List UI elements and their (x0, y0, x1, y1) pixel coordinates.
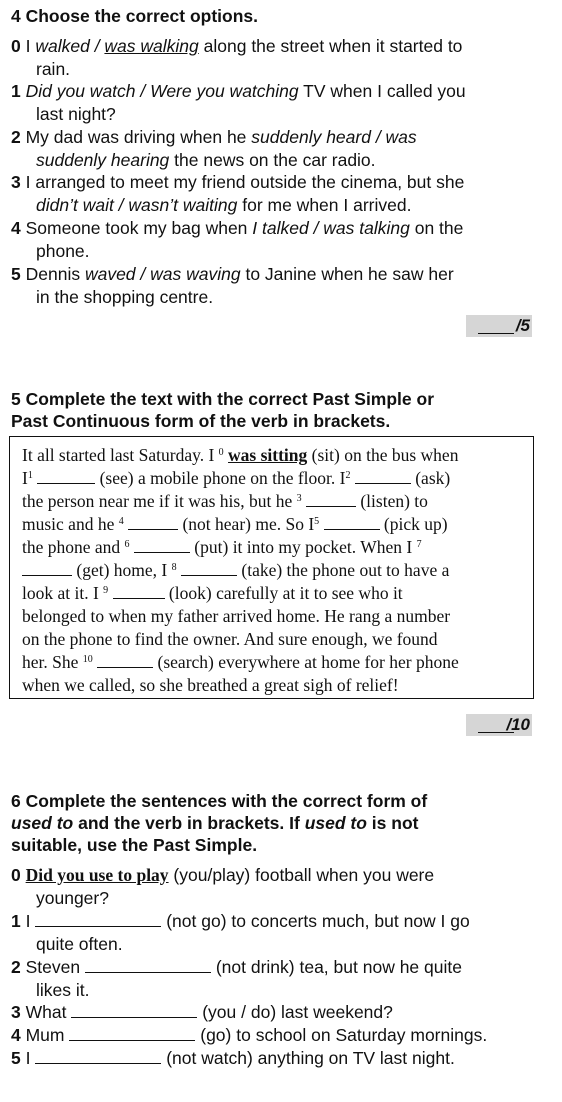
gap-fill-text-box (9, 436, 534, 699)
text: (take) the phone out to have a (241, 560, 450, 580)
item-continuation: younger? (36, 887, 109, 908)
option-separator: / (89, 36, 105, 56)
ex4-item-2 (11, 126, 548, 171)
gap-number: 2 (345, 470, 351, 481)
text: I (25, 911, 31, 931)
text: (look) carefully at it to see who it (168, 583, 403, 603)
text-line-11: when we called, so she breathed a great sigh of relief! (22, 675, 399, 695)
score-blank[interactable] (478, 333, 514, 334)
answer-blank-4[interactable] (128, 515, 178, 530)
item-number: 5 (11, 1048, 21, 1068)
item-number: 3 (11, 172, 21, 192)
ex5-score-box (466, 714, 532, 736)
gap-number: 6 (124, 539, 130, 550)
option-separator: / (135, 81, 151, 101)
answer-blank[interactable] (71, 1003, 197, 1018)
score-total: /10 (506, 715, 530, 734)
ex6-item-3 (11, 1001, 548, 1024)
item-continuation (11, 149, 548, 172)
ex6-item-2 (11, 956, 548, 1001)
score-total: /5 (515, 316, 530, 335)
item-number: 2 (11, 127, 21, 147)
option-1[interactable]: suddenly heard (251, 127, 371, 147)
exercise-4-heading: 4 Choose the correct options. (11, 6, 258, 26)
option-2[interactable]: was (385, 127, 417, 147)
gap-number: 1 (27, 470, 33, 481)
text: music and he (22, 514, 115, 534)
item-text: the news on the car radio. (169, 149, 376, 170)
item-text: I arranged to meet my friend outside the cinema, but she (25, 172, 465, 192)
text: used to (304, 813, 367, 833)
item-number: 0 (11, 865, 21, 885)
ex4-item-3 (11, 171, 548, 216)
text: (listen) to (360, 491, 428, 511)
gap-number: 0 (218, 447, 224, 458)
ex4-score-box (466, 315, 532, 337)
item-number: 1 (11, 911, 21, 931)
text: used to (11, 813, 74, 833)
answer-blank-7[interactable] (22, 561, 72, 576)
ex6-item-5 (11, 1047, 548, 1070)
ex6-item-4 (11, 1024, 548, 1047)
text-line-1 (22, 444, 525, 466)
gap-number: 9 (103, 585, 109, 596)
answer-blank-10[interactable] (97, 653, 153, 668)
text: look at it. I (22, 583, 99, 603)
text: (you/play) football when you were (168, 865, 435, 885)
item-continuation: in the shopping centre. (36, 286, 214, 307)
answer-blank-3[interactable] (306, 492, 356, 507)
item-number: 1 (11, 81, 21, 101)
gap-number: 7 (416, 539, 422, 550)
item-number: 2 (11, 957, 21, 977)
text: Mum (25, 1025, 65, 1045)
example-answer: Did you use to play (25, 865, 169, 885)
text-line-7 (22, 582, 525, 604)
text: (ask) (415, 468, 451, 488)
example-answer: was sitting (228, 445, 308, 465)
option-1[interactable]: Did you watch (25, 81, 136, 101)
gap-number: 8 (171, 562, 177, 573)
answer-blank-2[interactable] (355, 469, 411, 484)
heading-line: Past Continuous form of the verb in brackets. (11, 411, 391, 431)
item-text: My dad was driving when he (25, 127, 252, 147)
answer-blank-1[interactable] (37, 469, 95, 484)
text: the phone and (22, 537, 121, 557)
item-text: TV when I called you (298, 81, 466, 101)
text-line-4 (22, 513, 525, 535)
options[interactable]: I talked / was talking (252, 218, 410, 238)
exercise-5-heading (11, 388, 434, 432)
text-line-6 (22, 559, 525, 581)
answer-blank[interactable] (35, 1049, 161, 1064)
text: (sit) on the bus when (307, 445, 459, 465)
text: is not (366, 813, 419, 833)
item-number: 4 (11, 218, 21, 238)
item-text: Dennis (25, 264, 85, 284)
answer-blank-6[interactable] (134, 538, 190, 553)
item-continuation: quite often. (36, 933, 123, 954)
item-continuation: last night? (36, 103, 116, 124)
options[interactable]: didn’t wait / wasn’t waiting (36, 194, 238, 215)
text: (put) it into my pocket. When I (194, 537, 413, 557)
gap-number: 4 (118, 516, 124, 527)
answer-blank[interactable] (85, 958, 211, 973)
text: (not drink) tea, but now he quite (215, 957, 462, 977)
item-text: along the street when it started to (198, 36, 463, 56)
answer-blank[interactable] (69, 1026, 195, 1041)
option-2-selected[interactable]: was walking (104, 36, 199, 56)
options[interactable]: waved / was waving (84, 264, 241, 284)
text-line-8: belonged to when my father arrived home. He rang a number (22, 606, 451, 626)
text-line-9: on the phone to find the owner. And sure enough, we found (22, 629, 438, 649)
text: What (25, 1002, 67, 1022)
item-continuation: likes it. (36, 979, 90, 1000)
text: (pick up) (383, 514, 448, 534)
answer-blank-5[interactable] (324, 515, 380, 530)
gap-number: 5 (314, 516, 320, 527)
exercise-6-heading (11, 790, 427, 856)
option-1[interactable]: walked (35, 36, 90, 56)
option-2-continuation[interactable]: suddenly hearing (36, 149, 170, 170)
ex6-item-1 (11, 910, 548, 955)
text: (not hear) me. So I (182, 514, 315, 534)
text: It all started last Saturday. I (22, 445, 215, 465)
text: Steven (25, 957, 81, 977)
ex4-item-5 (11, 263, 548, 308)
text: her. She (22, 652, 79, 672)
item-text: I (25, 36, 36, 56)
heading-line: suitable, use the Past Simple. (11, 835, 258, 855)
item-continuation: rain. (36, 58, 71, 79)
item-continuation (11, 194, 548, 217)
ex4-item-4 (11, 217, 548, 262)
text-line-5 (22, 536, 525, 558)
text: (see) a mobile phone on the floor. I (99, 468, 346, 488)
item-number: 5 (11, 264, 21, 284)
heading-line (11, 812, 427, 834)
item-text: on the (409, 218, 464, 238)
text: (search) everywhere at home for her phone (157, 652, 459, 672)
item-number: 3 (11, 1002, 21, 1022)
ex6-item-0 (11, 864, 548, 909)
text: I (25, 1048, 31, 1068)
item-continuation: phone. (36, 240, 90, 261)
item-number: 0 (11, 36, 21, 56)
ex4-item-1 (11, 80, 548, 125)
text-line-2 (22, 467, 525, 489)
item-text: Someone took my bag when (25, 218, 253, 238)
text: (you / do) last weekend? (202, 1002, 393, 1022)
item-text: for me when I arrived. (237, 194, 412, 215)
text: (not watch) anything on TV last night. (166, 1048, 455, 1068)
answer-blank[interactable] (35, 912, 161, 927)
text-line-10 (22, 651, 525, 673)
heading-line: 6 Complete the sentences with the correct form of (11, 791, 428, 811)
answer-blank-9[interactable] (113, 584, 165, 599)
answer-blank-8[interactable] (181, 561, 237, 576)
option-separator: / (370, 127, 386, 147)
text: the person near me if it was his, but he (22, 491, 293, 511)
item-number: 4 (11, 1025, 21, 1045)
gap-number: 3 (296, 493, 302, 504)
text: (get) home, I (76, 560, 168, 580)
text-line-3 (22, 490, 525, 512)
item-text: to Janine when he saw her (240, 264, 454, 284)
text: (go) to school on Saturday mornings. (200, 1025, 488, 1045)
text: (not go) to concerts much, but now I go (166, 911, 470, 931)
gap-number: 10 (82, 654, 93, 665)
heading-line: 5 Complete the text with the correct Past Simple or (11, 389, 435, 409)
text: I (22, 468, 28, 488)
option-2[interactable]: Were you watching (150, 81, 299, 101)
text: and the verb in brackets. If (73, 813, 305, 833)
ex4-item-0 (11, 35, 548, 80)
